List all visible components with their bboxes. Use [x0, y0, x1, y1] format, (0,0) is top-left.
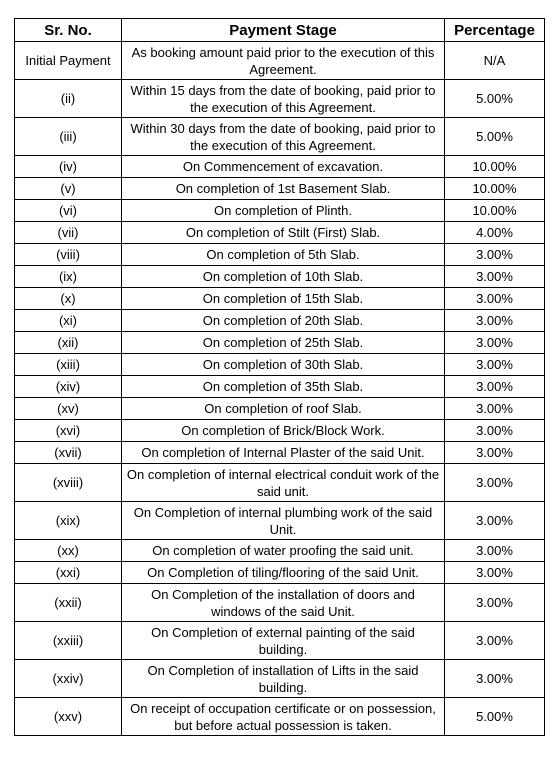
- table-row: [15, 222, 545, 244]
- table-row: [15, 332, 545, 354]
- payment-stage-cell: On completion of 15th Slab.: [122, 288, 445, 310]
- percentage-cell: 3.00%: [445, 584, 545, 622]
- table-row: [15, 42, 545, 80]
- percentage-cell: 4.00%: [445, 222, 545, 244]
- payment-stage-cell: On Completion of external painting of the said building.: [122, 622, 445, 660]
- percentage-cell: 3.00%: [445, 622, 545, 660]
- payment-schedule-table: [14, 18, 545, 736]
- table-row: [15, 266, 545, 288]
- percentage-cell: 3.00%: [445, 420, 545, 442]
- percentage-cell: 3.00%: [445, 660, 545, 698]
- sr-no-cell: (xx): [15, 540, 122, 562]
- payment-stage-cell: Within 15 days from the date of booking, paid prior to the execution of this Agreement.: [122, 80, 445, 118]
- percentage-cell: 5.00%: [445, 118, 545, 156]
- sr-no-cell: (xxiii): [15, 622, 122, 660]
- sr-no-cell: (ix): [15, 266, 122, 288]
- table-row: [15, 244, 545, 266]
- payment-stage-cell: On completion of 20th Slab.: [122, 310, 445, 332]
- table-row: [15, 562, 545, 584]
- percentage-cell: 3.00%: [445, 244, 545, 266]
- table-row: [15, 698, 545, 736]
- payment-stage-cell: On Completion of internal plumbing work of the said Unit.: [122, 502, 445, 540]
- sr-no-cell: (vi): [15, 200, 122, 222]
- header-percentage: Percentage: [445, 19, 545, 42]
- table-row: [15, 660, 545, 698]
- table-row: [15, 80, 545, 118]
- payment-stage-cell: On Completion of tiling/flooring of the said Unit.: [122, 562, 445, 584]
- header-sr-no: Sr. No.: [15, 19, 122, 42]
- payment-stage-cell: On Completion of installation of Lifts in the said building.: [122, 660, 445, 698]
- payment-stage-cell: On completion of water proofing the said unit.: [122, 540, 445, 562]
- table-body: [15, 42, 545, 736]
- percentage-cell: 3.00%: [445, 354, 545, 376]
- header-payment-stage: Payment Stage: [122, 19, 445, 42]
- percentage-cell: 10.00%: [445, 200, 545, 222]
- payment-stage-cell: On completion of 25th Slab.: [122, 332, 445, 354]
- table-row: [15, 584, 545, 622]
- percentage-cell: 3.00%: [445, 310, 545, 332]
- table-row: [15, 156, 545, 178]
- payment-stage-cell: On completion of Stilt (First) Slab.: [122, 222, 445, 244]
- sr-no-cell: (xviii): [15, 464, 122, 502]
- sr-no-cell: (xxv): [15, 698, 122, 736]
- table-row: [15, 288, 545, 310]
- percentage-cell: 3.00%: [445, 442, 545, 464]
- table-row: [15, 442, 545, 464]
- table-row: [15, 200, 545, 222]
- sr-no-cell: (xiv): [15, 376, 122, 398]
- sr-no-cell: (x): [15, 288, 122, 310]
- payment-stage-cell: As booking amount paid prior to the execution of this Agreement.: [122, 42, 445, 80]
- percentage-cell: 3.00%: [445, 502, 545, 540]
- payment-stage-cell: On completion of 10th Slab.: [122, 266, 445, 288]
- payment-stage-cell: On receipt of occupation certificate or on possession, but before actual possession is taken.: [122, 698, 445, 736]
- table-row: [15, 118, 545, 156]
- table-row: [15, 540, 545, 562]
- payment-stage-cell: On completion of Plinth.: [122, 200, 445, 222]
- percentage-cell: 3.00%: [445, 266, 545, 288]
- percentage-cell: 3.00%: [445, 562, 545, 584]
- payment-stage-cell: On Commencement of excavation.: [122, 156, 445, 178]
- sr-no-cell: (xv): [15, 398, 122, 420]
- percentage-cell: 3.00%: [445, 398, 545, 420]
- payment-stage-cell: On Completion of the installation of doors and windows of the said Unit.: [122, 584, 445, 622]
- sr-no-cell: (iii): [15, 118, 122, 156]
- payment-stage-cell: On completion of 35th Slab.: [122, 376, 445, 398]
- table-row: [15, 310, 545, 332]
- payment-stage-cell: On completion of 1st Basement Slab.: [122, 178, 445, 200]
- table-row: [15, 376, 545, 398]
- table-row: [15, 622, 545, 660]
- sr-no-cell: (vii): [15, 222, 122, 244]
- percentage-cell: 3.00%: [445, 288, 545, 310]
- table-row: [15, 178, 545, 200]
- sr-no-cell: Initial Payment: [15, 42, 122, 80]
- percentage-cell: 5.00%: [445, 80, 545, 118]
- sr-no-cell: (xxii): [15, 584, 122, 622]
- payment-schedule: [14, 18, 545, 736]
- payment-stage-cell: On completion of Brick/Block Work.: [122, 420, 445, 442]
- table-row: [15, 354, 545, 376]
- sr-no-cell: (xxi): [15, 562, 122, 584]
- percentage-cell: 3.00%: [445, 540, 545, 562]
- payment-stage-cell: Within 30 days from the date of booking, paid prior to the execution of this Agreement.: [122, 118, 445, 156]
- sr-no-cell: (iv): [15, 156, 122, 178]
- sr-no-cell: (xvi): [15, 420, 122, 442]
- percentage-cell: 5.00%: [445, 698, 545, 736]
- payment-stage-cell: On completion of 30th Slab.: [122, 354, 445, 376]
- payment-stage-cell: On completion of 5th Slab.: [122, 244, 445, 266]
- percentage-cell: 3.00%: [445, 464, 545, 502]
- table-row: [15, 464, 545, 502]
- sr-no-cell: (viii): [15, 244, 122, 266]
- payment-stage-cell: On completion of roof Slab.: [122, 398, 445, 420]
- percentage-cell: 3.00%: [445, 332, 545, 354]
- percentage-cell: 3.00%: [445, 376, 545, 398]
- table-row: [15, 502, 545, 540]
- sr-no-cell: (ii): [15, 80, 122, 118]
- payment-stage-cell: On completion of internal electrical conduit work of the said unit.: [122, 464, 445, 502]
- table-header-row: [15, 19, 545, 42]
- sr-no-cell: (xix): [15, 502, 122, 540]
- percentage-cell: N/A: [445, 42, 545, 80]
- sr-no-cell: (xii): [15, 332, 122, 354]
- sr-no-cell: (xiii): [15, 354, 122, 376]
- table-row: [15, 398, 545, 420]
- sr-no-cell: (v): [15, 178, 122, 200]
- sr-no-cell: (xxiv): [15, 660, 122, 698]
- sr-no-cell: (xi): [15, 310, 122, 332]
- table-row: [15, 420, 545, 442]
- payment-stage-cell: On completion of Internal Plaster of the said Unit.: [122, 442, 445, 464]
- percentage-cell: 10.00%: [445, 156, 545, 178]
- percentage-cell: 10.00%: [445, 178, 545, 200]
- sr-no-cell: (xvii): [15, 442, 122, 464]
